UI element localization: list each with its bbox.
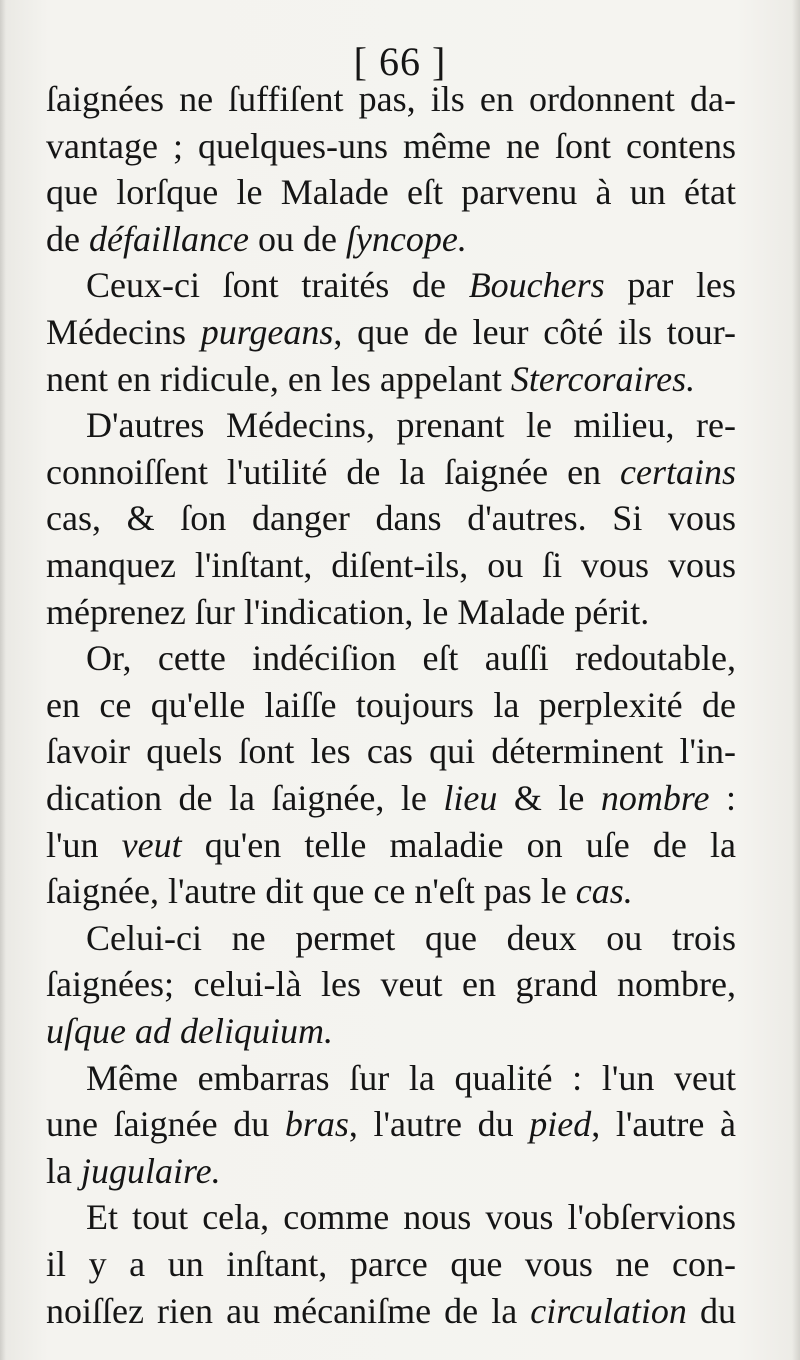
text-segment: ſavoir quels ſont les cas qui déterminent l'in- [46, 731, 736, 772]
italic-text: uſque ad deliquium. [46, 1011, 333, 1051]
text-line [46, 216, 736, 262]
text-line [46, 589, 736, 635]
text-line [46, 775, 736, 821]
text-line [46, 1008, 736, 1054]
italic-text: cas. [575, 871, 633, 912]
text-line [86, 262, 736, 308]
text-segment: ſaignées; celui-là les veut en grand nombre, [46, 964, 736, 1005]
text-line [46, 1148, 736, 1194]
page-number: [ 66 ] [353, 39, 447, 84]
text-segment: la [46, 1150, 81, 1191]
text-line [46, 356, 736, 402]
text-segment: une ſaignée du [46, 1104, 285, 1145]
italic-text: jugulaire. [80, 1150, 221, 1191]
text-segment: D'autres Médecins, prenant le milieu, re- [86, 405, 736, 446]
text-line [86, 1194, 736, 1240]
text-segment: que lorſque le Malade eſt parvenu à un état [46, 172, 736, 213]
text-line [46, 1288, 736, 1334]
text-segment: dication de la ſaignée, le [46, 778, 444, 818]
italic-text: purgeans [200, 312, 334, 352]
italic-text: circulation [530, 1290, 687, 1331]
italic-text: nombre [600, 778, 710, 818]
italic-text: ſyncope. [345, 218, 467, 259]
italic-text: certains [620, 451, 736, 492]
text-segment: méprenez ſur l'indication, le Malade périt. [46, 591, 650, 632]
text-line [46, 169, 736, 215]
text-line [46, 868, 736, 914]
text-segment: Médecins [46, 312, 201, 352]
text-segment: ou de [248, 218, 346, 259]
text-line [86, 635, 736, 681]
text-line [46, 961, 736, 1007]
text-line [46, 822, 736, 868]
text-segment: cas, & ſon danger dans d'autres. Si vous [46, 498, 736, 539]
text-segment: , l'autre du [348, 1104, 530, 1145]
text-line [46, 1101, 736, 1147]
italic-text: veut [121, 824, 182, 865]
text-segment: ſaignées ne ſuffiſent pas, ils en ordonnent da- [46, 79, 736, 119]
text-segment: Et tout cela, comme nous vous l'obſervions [86, 1197, 736, 1238]
text-line [46, 1241, 736, 1287]
text-segment: de [46, 218, 89, 259]
text-segment: par les [604, 265, 736, 306]
text-segment: noiſſez rien au mécaniſme de la [46, 1290, 531, 1331]
italic-text: défaillance [88, 218, 249, 259]
text-line [46, 309, 736, 355]
text-segment: : [709, 778, 737, 818]
text-line [86, 915, 736, 961]
text-segment: & le [497, 778, 601, 818]
scan-edge-right [792, 0, 800, 1360]
italic-text: Bouchers [468, 265, 605, 306]
text-segment: en ce qu'elle laiſſe toujours la perplexité de [46, 684, 736, 725]
text-segment: l'un [46, 824, 122, 865]
italic-text: Stercoraires. [510, 358, 696, 399]
text-segment: vantage ; quelques-uns même ne ſont contens [46, 125, 736, 166]
text-line [46, 495, 736, 541]
text-segment: Celui-ci ne permet que deux ou trois [86, 917, 736, 958]
text-line [46, 542, 736, 588]
text-line [86, 402, 736, 448]
text-segment: manquez l'inſtant, diſent-ils, ou ſi vous vous [46, 545, 736, 585]
text-segment: nent en ridicule, en les appelant [46, 358, 511, 399]
text-segment: ſaignée, l'autre dit que ce n'eſt pas le [46, 871, 576, 912]
text-segment: qu'en telle maladie on uſe de la [181, 824, 736, 865]
text-line [46, 728, 736, 774]
text-segment: du [686, 1290, 737, 1331]
text-line [46, 449, 736, 495]
text-line [46, 76, 736, 122]
scan-edge-left [0, 0, 6, 1360]
italic-text: bras [284, 1104, 349, 1145]
text-segment: Ceux-ci ſont traités de [86, 265, 469, 306]
text-line [86, 1055, 736, 1101]
text-segment: Or, cette indéciſion eſt auſſi redoutable, [86, 638, 736, 679]
text-segment: il y a un inſtant, parce que vous ne con- [46, 1244, 736, 1284]
text-segment: , l'autre à [591, 1104, 736, 1145]
italic-text: pied [529, 1104, 592, 1145]
text-segment: connoiſſent l'utilité de la ſaignée en [46, 451, 621, 492]
text-line [46, 682, 736, 728]
text-segment: , que de leur côté ils tour- [333, 312, 736, 352]
text-segment: Même embarras ſur la qualité : l'un veut [86, 1057, 736, 1098]
italic-text: lieu [443, 778, 498, 818]
text-line [46, 123, 736, 169]
